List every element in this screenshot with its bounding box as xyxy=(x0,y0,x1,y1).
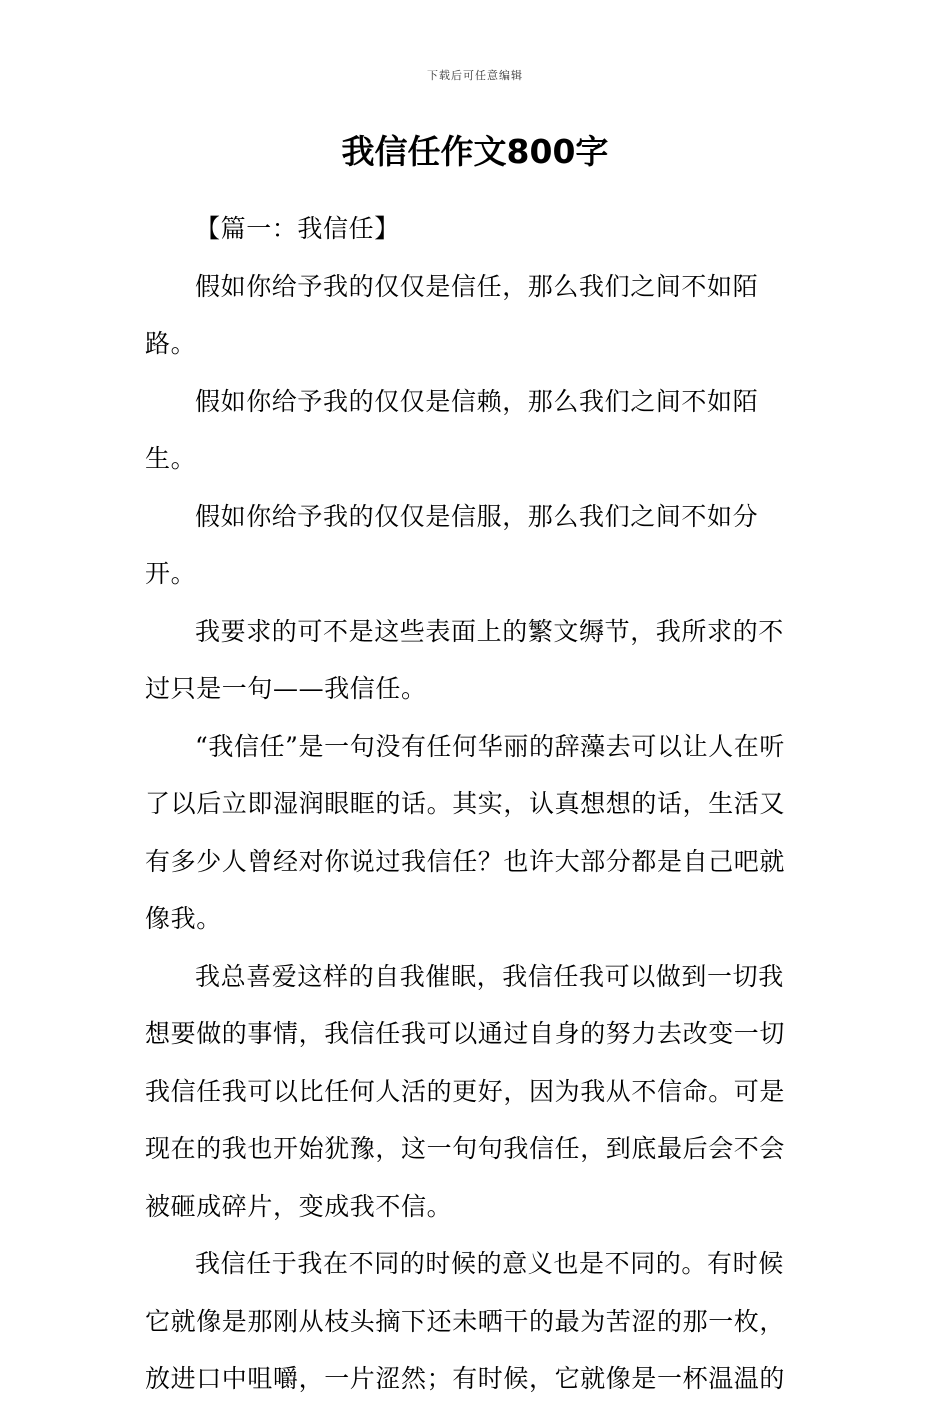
paragraph: 我总喜爱这样的自我催眠，我信任我可以做到一切我想要做的事情，我信任我可以通过自身的努力去改变一切我信任我可以比任何人活的更好，因为我从不信命。可是现在的我也开始犹豫，这一句句我信任，到底最后会不会被砸成碎片，变成我不信。 xyxy=(145,961,786,1221)
paragraph: 假如你给予我的仅仅是信任，那么我们之间不如陌路。 xyxy=(145,271,759,358)
paragraph: 假如你给予我的仅仅是信服，那么我们之间不如分开。 xyxy=(145,501,759,588)
paragraph: 假如你给予我的仅仅是信赖，那么我们之间不如陌生。 xyxy=(145,386,759,473)
header-note: 下载后可任意编辑 xyxy=(427,69,523,82)
section-heading: 【篇一：我信任】 xyxy=(195,214,400,243)
paragraph: 我信任于我在不同的时候的意义也是不同的。有时候它就像是那刚从枝头摘下还未晒干的最为苦涩的那一枚，放进口中咀嚼，一片涩然；有时候，它就像是一杯温温的 xyxy=(145,1249,786,1393)
document-body xyxy=(145,200,807,1408)
paragraph: 我要求的可不是这些表面上的繁文缛节，我所求的不过只是一句——我信任。 xyxy=(145,616,784,703)
paragraph: “我信任”是一句没有任何华丽的辞藻去可以让人在听了以后立即湿润眼眶的话。其实，认真想想的话，生活又有多少人曾经对你说过我信任？也许大部分都是自己吧就像我。 xyxy=(145,731,786,933)
document-title: 我信任作文800字 xyxy=(341,132,609,171)
